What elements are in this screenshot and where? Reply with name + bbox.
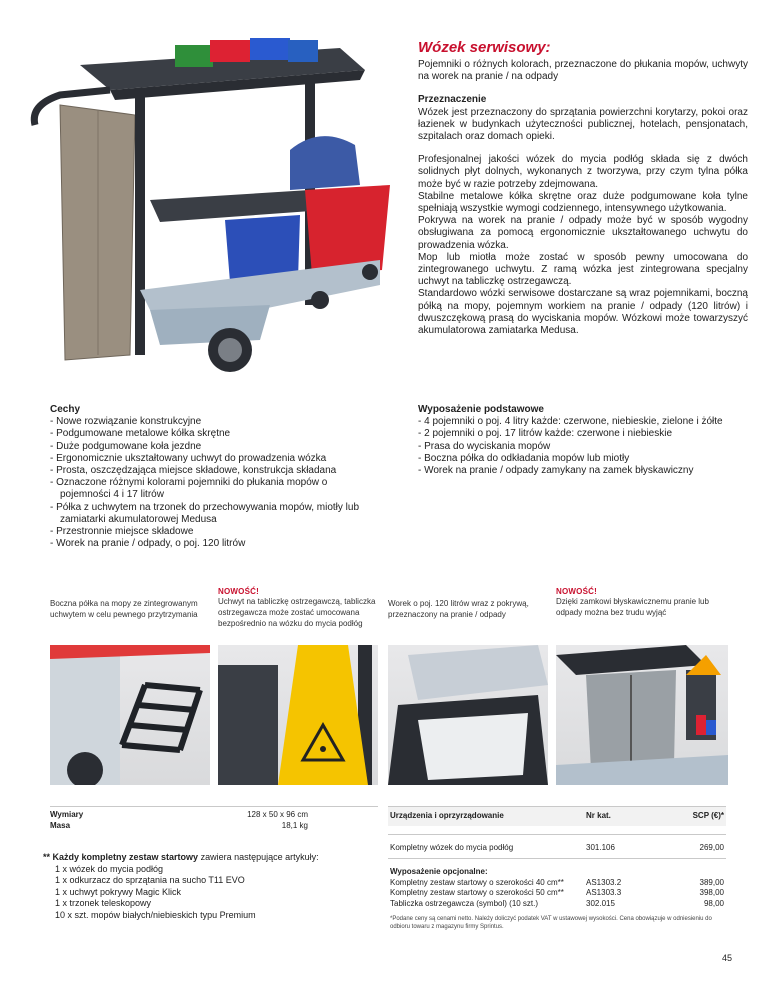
detail-photo-zipper <box>556 645 728 785</box>
row-name: Tabliczka ostrzegawcza (symbol) (10 szt.) <box>390 898 539 908</box>
specs-block <box>50 810 308 831</box>
caption-text: Boczna półka na mopy ze zintegrowanym uchwytem w celu pewnego przytrzymania <box>50 599 198 619</box>
price-table <box>388 806 726 931</box>
feature-item: - Nowe rozwiązanie konstrukcyjne <box>50 416 380 428</box>
row-name: Kompletny zestaw startowy o szerokości 40 cm** <box>390 877 564 887</box>
description-paragraph: Profesjonalnej jakości wózek do mycia podłóg składa się z dwóch solidnych płyt dolnych, wykonanych z tworzywa, przy czym tylna półka może być w razie potrzeby zdejmowana. <box>418 154 748 190</box>
product-subtitle: Pojemniki o różnych kolorach, przeznaczone do płukania mopów, uchwyty na worek na pranie / na odpady <box>418 59 748 83</box>
new-badge: NOWOŚĆ! <box>218 587 259 596</box>
starter-item: 1 x wózek do mycia podłóg <box>55 863 164 874</box>
row-price: 269,00 <box>699 842 724 852</box>
row-price: 398,00 <box>699 888 724 897</box>
page-number: 45 <box>722 953 733 963</box>
equipment-item: - 2 pojemniki o poj. 17 litrów każde: czerwone i niebieskie <box>418 428 748 440</box>
row-name: Kompletny zestaw startowy o szerokości 50 cm** <box>390 888 564 897</box>
feature-item: - Worek na pranie / odpady, o poj. 120 litrów <box>50 538 380 550</box>
feature-item: - Duże podgumowane koła jezdne <box>50 441 380 453</box>
equipment-heading: Wyposażenie podstawowe <box>418 404 544 415</box>
feature-item: - Prosta, oszczędzająca miejsce składowe, konstrukcja składana <box>50 465 380 477</box>
table-row <box>390 899 726 910</box>
description-paragraph: Standardowo wózki serwisowe dostarczane są wraz pojemnikami, boczną półką na mopy, pojemnym workiem na pranie / odpady (120 litrów) i dwuszczękową prasą do wyciskania mopów. Wózkowi może towarzyszyć akumulatorowa zamiatarka Medusa. <box>418 288 748 337</box>
equipment-item: - Prasa do wyciskania mopów <box>418 441 748 453</box>
optional-heading: Wyposażenie opcjonalne: <box>390 867 488 876</box>
col-code-header: Nr kat. <box>586 811 611 820</box>
product-title: Wózek serwisowy: <box>418 39 551 56</box>
caption-text: Uchwyt na tabliczkę ostrzegawczą, tabliczka ostrzegawcza może zostać umocowana bezpośrednio na wózku do mycia podłóg <box>218 597 376 628</box>
caption-2 <box>218 587 378 629</box>
detail-photo-laundry-bag <box>388 645 548 785</box>
purpose-heading: Przeznaczenie <box>418 94 487 106</box>
features-section <box>50 404 380 550</box>
detail-photo-mop-shelf <box>50 645 210 785</box>
features-heading: Cechy <box>50 404 81 415</box>
caption-3 <box>388 598 548 620</box>
row-price: 98,00 <box>703 898 724 908</box>
dims-value: 128 x 50 x 96 cm <box>247 810 308 819</box>
table-row <box>390 888 726 899</box>
col-device-header: Urządzenia i oprzyrządowanie <box>390 811 504 820</box>
starter-item: 10 x szt. mopów białych/niebieskich typu Premium <box>55 909 256 920</box>
starter-lead-rest: zawiera następujące artykuły: <box>198 852 319 862</box>
table-footnote: *Podane ceny są cenami netto. Należy doliczyć podatek VAT w ustawowej wysokości. Cena obowiązuje w odniesieniu do odbioru towaru z magazynu firmy Sprintus. <box>390 916 712 930</box>
feature-item: - Oznaczone różnymi kolorami pojemniki do płukania mopów o pojemności 4 i 17 litrów <box>50 477 380 501</box>
caption-text: Dzięki zamkowi błyskawicznemu pranie lub odpady można bez trudu wyjąć <box>556 597 709 617</box>
feature-item: - Ergonomicznie ukształtowany uchwyt do prowadzenia wózka <box>50 453 380 465</box>
new-badge: NOWOŚĆ! <box>556 587 597 596</box>
col-price-header: SCP (€)* <box>692 811 724 820</box>
equipment-item: - 4 pojemniki o poj. 4 litry każde: czerwone, niebieskie, zielone i żółte <box>418 416 748 428</box>
description-paragraph: Mop lub miotła może zostać w sposób pewny umocowana do zintegrowanego uchwytu. Z ramą wózka jest zintegrowana specjalny uchwyt na tabliczkę ostrzegawczą. <box>418 251 748 288</box>
starter-set <box>43 852 383 921</box>
description-paragraph: Stabilne metalowe kółka skrętne oraz duże podgumowane koła tylne spełniają wszystkie wymogi codziennego, intensywnego użytkowania. <box>418 190 748 215</box>
caption-4 <box>556 587 726 618</box>
feature-item: - Półka z uchwytem na trzonek do przechowywania mopów, miotły lub zamiatarki akumulatorowej Medusa <box>50 502 380 526</box>
caption-text: Worek o poj. 120 litrów wraz z pokrywą, przeznaczony na pranie / odpady <box>388 599 529 619</box>
product-photo-cart <box>20 10 400 380</box>
starter-item: 1 x uchwyt pokrywy Magic Klick <box>55 886 182 897</box>
feature-item: - Podgumowane metalowe kółka skrętne <box>50 428 380 440</box>
row-name: Kompletny wózek do mycia podłóg <box>390 842 514 852</box>
row-code: 301.106 <box>586 842 615 852</box>
equipment-item: - Worek na pranie / odpady zamykany na zamek błyskawiczny <box>418 465 748 477</box>
starter-item: 1 x odkurzacz do sprzątania na sucho T11 EVO <box>55 875 245 885</box>
starter-item: 1 x trzonek teleskopowy <box>55 898 152 908</box>
feature-item: - Przestronnie miejsce składowe <box>50 526 380 538</box>
table-row <box>388 834 726 860</box>
table-header <box>388 806 726 826</box>
purpose-text: Wózek jest przeznaczony do sprzątania powierzchni korytarzy, pokoi oraz łazienek w budynkach użyteczności publicznej, hotelach, pensjonatach, szpitalach oraz domach opieki. <box>418 106 748 143</box>
starter-lead-bold: ** Każdy kompletny zestaw startowy <box>43 852 199 862</box>
row-code: 302.015 <box>586 898 615 908</box>
equipment-item: - Boczna półka do odkładania mopów lub miotły <box>418 453 748 465</box>
row-code: AS1303.3 <box>586 888 622 897</box>
mass-label: Masa <box>50 820 71 830</box>
row-code: AS1303.2 <box>586 877 622 887</box>
mass-value: 18,1 kg <box>281 820 308 830</box>
detail-photo-warning-sign <box>218 645 378 785</box>
equipment-section <box>418 404 748 477</box>
description <box>418 154 748 337</box>
description-paragraph: Pokrywa na worek na pranie / odpady może być w sposób wygodny obsługiwana za pomocą ergonomicznie ukształtowanego uchwytu do prowadzenia wózka. <box>418 215 748 251</box>
caption-1 <box>50 598 210 620</box>
dims-label: Wymiary <box>50 810 84 819</box>
table-row <box>390 878 726 889</box>
row-price: 389,00 <box>699 877 724 887</box>
